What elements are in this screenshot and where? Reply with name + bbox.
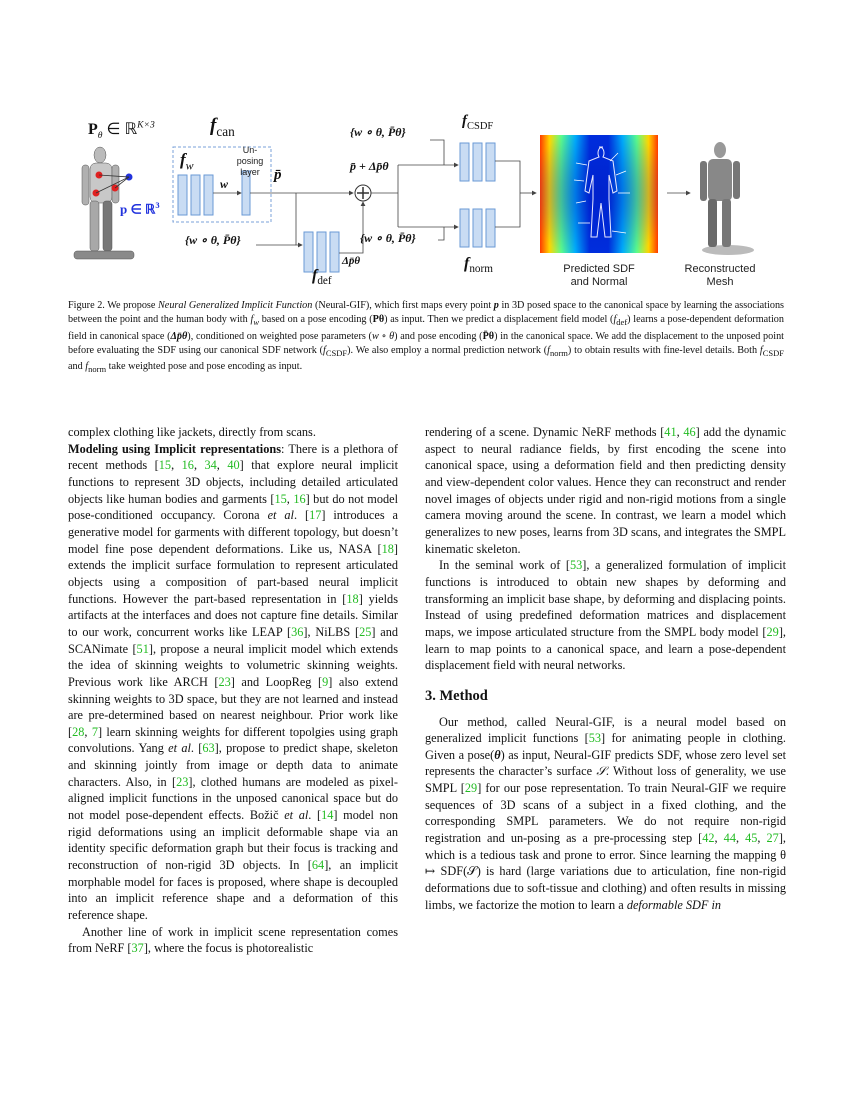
citation-link[interactable]: 9 bbox=[322, 674, 329, 689]
w-label: w bbox=[220, 177, 229, 191]
citation-link[interactable]: 29 bbox=[766, 624, 779, 639]
paragraph: complex clothing like jackets, directly from scans. bbox=[68, 425, 316, 439]
citation-link[interactable]: 63 bbox=[202, 741, 215, 756]
unposing-layer-label: Un-posing layer bbox=[236, 145, 264, 177]
cond-input-fnorm: {w ∘ θ, P̄θ} bbox=[360, 231, 416, 245]
citation-link[interactable]: 7 bbox=[91, 724, 98, 739]
citation-link[interactable]: 15 bbox=[158, 458, 172, 473]
paragraph-method: Our method, called Neural-GIF, is a neural model based on generalized implicit functions [53] for animating people in clothing. Given a pose(θ) as input, Neural-GIF predicts SDF, whose zero level set represents the character’s surface 𝒮. Without loss of generality, we use SMPL [29] for our pose representation. To train Neural-GIF we require sequences of 3D scans of a subject in a fixed clothing, and the corresponding SMPL parameters. We do not require non-rigid registration and un-posing as a pre-processing step [42, 44, 45, 27], which is a tedious task and prone to error. Since learning the mapping θ ↦ SDF(𝒮) is hard (large variations due to articulation, fine non-rigid deformations due to soft-tissue and clothing) and often results in missing limbs, we factorize the motion to learn a deformable SDF in bbox=[425, 714, 787, 912]
paragraph-seminal-work: In the seminal work of [53], a generalized formulation of implicit functions is introduced to obtain new shapes by deforming and transforming an implicit base shape, by deforming and displacing points. Instead of using predefined deformation matrices and displacement maps, we impose articulated structure from the SMPL body model [29], learn to map points to a canonical space, and learn a pose-dependent displacement field with neural networks. bbox=[425, 558, 787, 673]
citation-link[interactable]: 51 bbox=[136, 641, 149, 656]
citation-link[interactable]: 25 bbox=[359, 624, 372, 639]
citation-link[interactable]: 18 bbox=[346, 591, 359, 606]
section-heading-method: 3. Method bbox=[425, 687, 488, 704]
citation-link[interactable]: 29 bbox=[464, 781, 478, 796]
p-bar-label: p̄ bbox=[274, 167, 282, 183]
citation-link[interactable]: 27 bbox=[766, 831, 779, 846]
fcsdf-label: $f_{CSDF}$ bbox=[462, 113, 494, 132]
predicted-sdf-label: Predicted SDF and Normal bbox=[563, 263, 635, 288]
paragraph-dynamic-nerf: rendering of a scene. Dynamic NeRF methods [41, 46] add the dynamic aspect to neural radiance fields, by first encoding the scene into canonical space, using a deformation field and then predicting density and view-dependent color values. Hence they can reconstruct and render novel images of objects under rigid and non-rigid motions from a single camera moving around the scene. In contrast, we learn a model which generalizes to new poses, learns from 3D scans, and integrates the SMPL kinematic skeleton. bbox=[425, 425, 786, 556]
citation-link[interactable]: 23 bbox=[176, 774, 189, 789]
citation-link[interactable]: 23 bbox=[218, 674, 231, 689]
reconstructed-mesh-figure bbox=[700, 142, 754, 255]
citation-link[interactable]: 40 bbox=[227, 458, 240, 473]
citation-link[interactable]: 36 bbox=[291, 624, 304, 639]
citation-link[interactable]: 16 bbox=[293, 491, 306, 506]
cond-input-fdef: {w ∘ θ, P̄θ} bbox=[185, 233, 241, 247]
figure-2-diagram bbox=[60, 105, 790, 290]
citation-link[interactable]: 53 bbox=[570, 558, 583, 573]
cond-input-fcsdf: {w ∘ θ, P̄θ} bbox=[350, 125, 406, 139]
p-plus-delta-label: p̄ + Δp̄θ bbox=[350, 159, 389, 173]
fnorm-label: $f_{norm}$ bbox=[464, 255, 493, 276]
citation-link[interactable]: 17 bbox=[309, 508, 322, 523]
fdef-network-blocks bbox=[304, 232, 339, 272]
citation-link[interactable]: 44 bbox=[723, 831, 736, 846]
citation-link[interactable]: 28 bbox=[72, 724, 85, 739]
right-column bbox=[425, 424, 786, 913]
fw-label: $f_w$ bbox=[180, 150, 194, 173]
citation-link[interactable]: 41 bbox=[664, 425, 677, 439]
reconstructed-mesh-label: Reconstructed Mesh bbox=[684, 263, 756, 288]
citation-link[interactable]: 15 bbox=[274, 491, 287, 506]
citation-link[interactable]: 46 bbox=[683, 425, 696, 439]
citation-link[interactable]: 37 bbox=[131, 941, 144, 956]
fcsdf-network-blocks bbox=[460, 143, 495, 181]
paragraph-implicit-representations: Modeling using Implicit representations: There is a plethora of recent methods [15, 16, 34, 40] that explore neural implicit functions to represent 3D objects, including detailed articulated objects like human bodies and garments [15, 16] but do not model pose-conditioned occupancy. Corona et al. [17] introduces a generative model for garments with different topology, but doesn’t model fine pose dependent deformations. Like us, NASA [18] extends the implicit surface formulation to represent articulated objects using a composition of part-based neural implicit functions. However the part-based representation in [18] yields artifacts at the interfaces and does not capture fine details. Similar to our work, concurrent works like LEAP [36], NiLBS [25] and SCANimate [51], propose a neural implicit model which extends the idea of skinning weights to volumetric skinning weights. Previous work like ARCH [23] and LoopReg [9] also extend skinning weights to 3D space, but they are not learned and instead are pre-determined based on nearest neighbour. Prior work like [28, 7] learn skinning weights for different topolgies using graph convolutions. Yang et al. [63], propose to predict shape, skeleton and skinning jointly from image or depth data to animate characters. Also, in [23], clothed humans are modeled as pixel-aligned implicit functions in the unposed canonical space but do not model pose-dependent effects. Božič et al. [14] model non rigid deformations using an implicit deformable shape via an identity specific deformation graph but their focus is tracking and reconstruction of non-rigid 3D objects. In [64], an implicit morphable model for faces is proposed, where shape is decoupled into an implicit reference shape and a deformation of this reference shape. bbox=[68, 441, 399, 923]
paragraph-heading: Modeling using Implicit representations bbox=[68, 441, 281, 456]
p-theta-label: $P_\theta$ ∈ ℝ$^{K\times 3}$ bbox=[88, 119, 155, 142]
citation-link[interactable]: 34 bbox=[204, 458, 217, 473]
left-column bbox=[68, 424, 398, 957]
figure-caption: Figure 2. We propose Neural Generalized Implicit Function (Neural-GIF), which first maps every point p in 3D posed space to the canonical space by learning the associations between the point and the human body with $f_w$ based on a pose encoding (Pθ) as input. Then we predict a displacement field model $(f_{def})$ learns a pose-dependent deformation field in canonical space (Δp̄θ), conditioned on weighted pose parameters (w ∘ θ) and pose encoding (P̄θ) in the canonical space. We add the displacement to the unposed point before evaluating the SDF using our canonical SDF network $(f_{CSDF})$. We also employ a normal prediction network $(f_{norm})$ to obtain results with fine-level details. Both $f_{CSDF}$ and $f_{norm}$ take weighted pose and pose encoding as input. bbox=[68, 300, 784, 375]
citation-link[interactable]: 42 bbox=[702, 831, 715, 846]
delta-p-label: Δp̄θ bbox=[342, 255, 361, 267]
fdef-label: $f_{def}$ bbox=[312, 267, 332, 288]
point-label: p ∈ ℝ$^3$ bbox=[120, 200, 160, 217]
citation-link[interactable]: 64 bbox=[311, 858, 325, 873]
citation-link[interactable]: 18 bbox=[381, 541, 394, 556]
fcan-label: $f_{can}$ bbox=[210, 115, 235, 139]
citation-link[interactable]: 53 bbox=[588, 731, 602, 746]
citation-link[interactable]: 16 bbox=[181, 458, 194, 473]
citation-link[interactable]: 45 bbox=[745, 831, 758, 846]
fnorm-network-blocks bbox=[460, 209, 495, 247]
paragraph-nerf: Another line of work in implicit scene representation comes from NeRF [37], where the focus is photorealistic bbox=[68, 924, 398, 956]
predicted-sdf-heatmap bbox=[540, 135, 658, 253]
citation-link[interactable]: 14 bbox=[321, 808, 334, 823]
